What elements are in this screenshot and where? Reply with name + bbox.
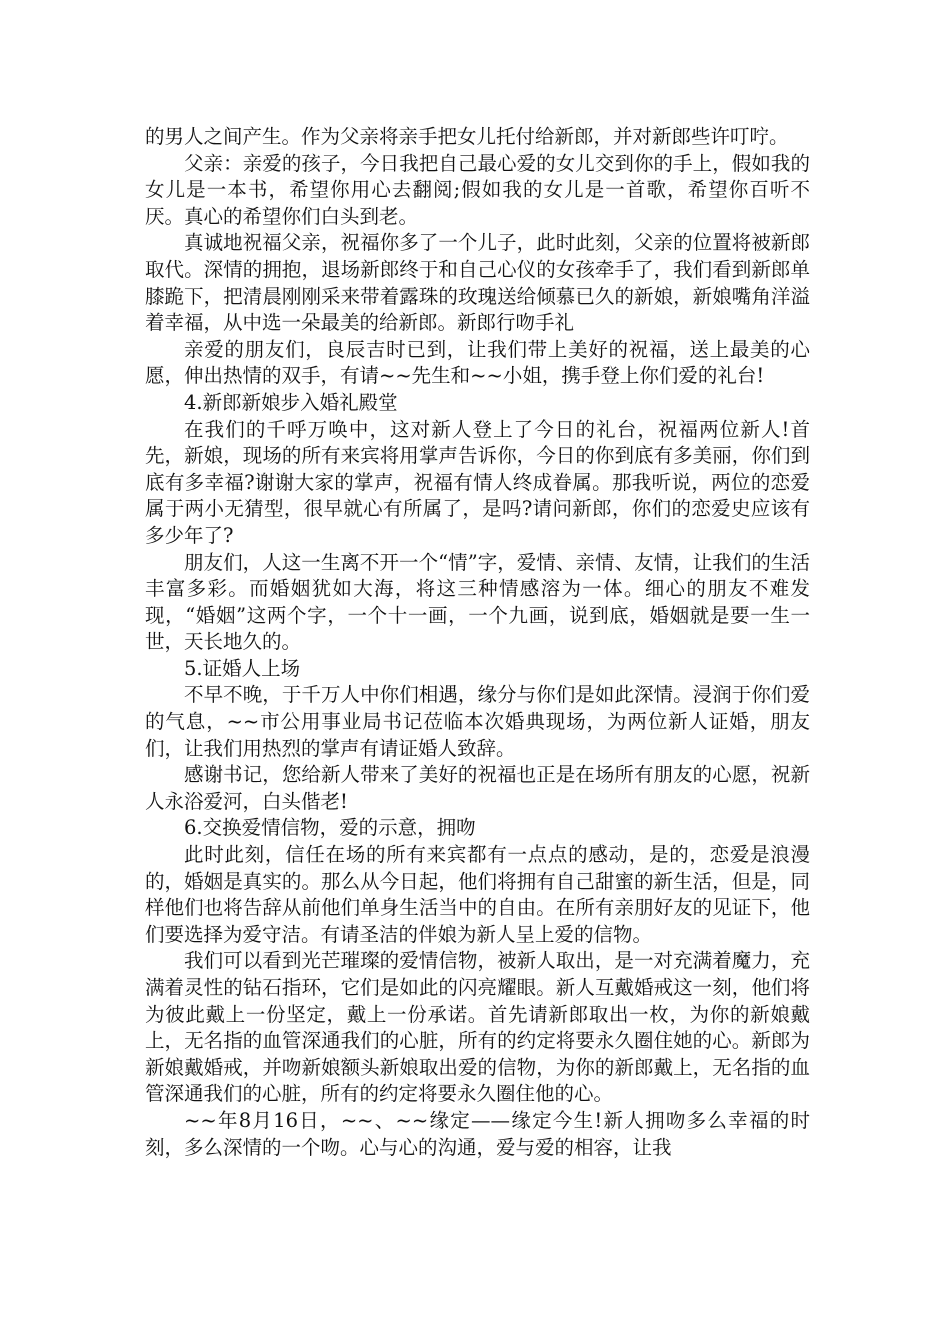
- paragraph: 的男人之间产生。作为父亲将亲手把女儿托付给新郎，并对新郎些许叮咛。: [145, 125, 789, 148]
- paragraph: 此时此刻，信任在场的所有来宾都有一点点的感动，是的，恋爱是浪漫的，婚姻是真实的。那么从今日起，他们将拥有自己甜蜜的新生活，但是，同样他们也将告辞从前他们单身生活当中的自由。在所有亲朋好友的见证下，他们要选择为爱守洁。有请圣洁的伴娘为新人呈上爱的信物。: [145, 843, 810, 946]
- paragraph: 亲爱的朋友们，良辰吉时已到，让我们带上美好的祝福，送上最美的心愿，伸出热情的双手，有请~~先生和~~小姐，携手登上你们爱的礼台!: [145, 337, 810, 388]
- paragraph: 朋友们，人这一生离不开一个“情”字，爱情、亲情、友情，让我们的生活丰富多彩。而婚姻犹如大海，将这三种情感溶为一体。细心的朋友不难发现，“婚姻”这两个字，一个十一画，一个九画，说到底，婚姻就是要一生一世，天长地久的。: [145, 550, 810, 654]
- paragraph: 真诚地祝福父亲，祝福你多了一个儿子，此时此刻，父亲的位置将被新郎取代。深情的拥抱，退场新郎终于和自己心仪的女孩牵手了，我们看到新郎单膝跪下，把清晨刚刚采来带着露珠的玫瑰送给倾慕已久的新娘，新娘嘴角洋溢着幸福，从中选一朵最美的给新郎。新郎行吻手礼: [145, 231, 810, 335]
- paragraph: 我们可以看到光芒璀璨的爱情信物，被新人取出，是一对充满着魔力，充满着灵性的钻石指环，它们是如此的闪亮耀眼。新人互戴婚戒这一刻，他们将为彼此戴上一份坚定，戴上一份承诺。首先请新郎取出一枚，为你的新娘戴上，无名指的血管深通我们的心脏，所有的约定将要永久圈住她的心。新郎为新娘戴婚戒，并吻新娘额头新娘取出爱的信物，为你的新郎戴上，无名指的血管深通我们的心脏，所有的约定将要永久圈住他的心。: [145, 949, 810, 1106]
- section-heading: 6.交换爱情信物，爱的示意，拥吻: [184, 816, 476, 840]
- paragraph: ~~年8月16日，~~、~~缘定——缘定今生!新人拥吻多么幸福的时刻，多么深情的一个吻。心与心的沟通，爱与爱的相容，让我: [145, 1108, 810, 1159]
- paragraph: 父亲：亲爱的孩子，今日我把自己最心爱的女儿交到你的手上，假如我的女儿是一本书，希望你用心去翻阅;假如我的女儿是一首歌，希望你百听不厌。真心的希望你们白头到老。: [145, 151, 810, 228]
- section-heading: 5.证婚人上场: [184, 656, 301, 680]
- document-page: [145, 124, 810, 1161]
- paragraph: 不早不晚，于千万人中你们相遇，缘分与你们是如此深情。浸润于你们爱的气息，~~市公用事业局书记莅临本次婚典现场，为两位新人证婚，朋友们，让我们用热烈的掌声有请证婚人致辞。: [145, 683, 810, 760]
- paragraph: 在我们的千呼万唤中，这对新人登上了今日的礼台，祝福两位新人!首先，新娘，现场的所有来宾将用掌声告诉你，今日的你到底有多美丽，你们到底有多幸福?谢谢大家的掌声，祝福有情人终成眷属。那我听说，两位的恋爱属于两小无猜型，很早就心有所属了，是吗?请问新郎，你们的恋爱史应该有多少年了?: [145, 417, 810, 547]
- paragraph: 感谢书记，您给新人带来了美好的祝福也正是在场所有朋友的心愿，祝新人永浴爱河，白头偕老!: [145, 763, 810, 813]
- section-heading: 4.新郎新娘步入婚礼殿堂: [184, 390, 398, 414]
